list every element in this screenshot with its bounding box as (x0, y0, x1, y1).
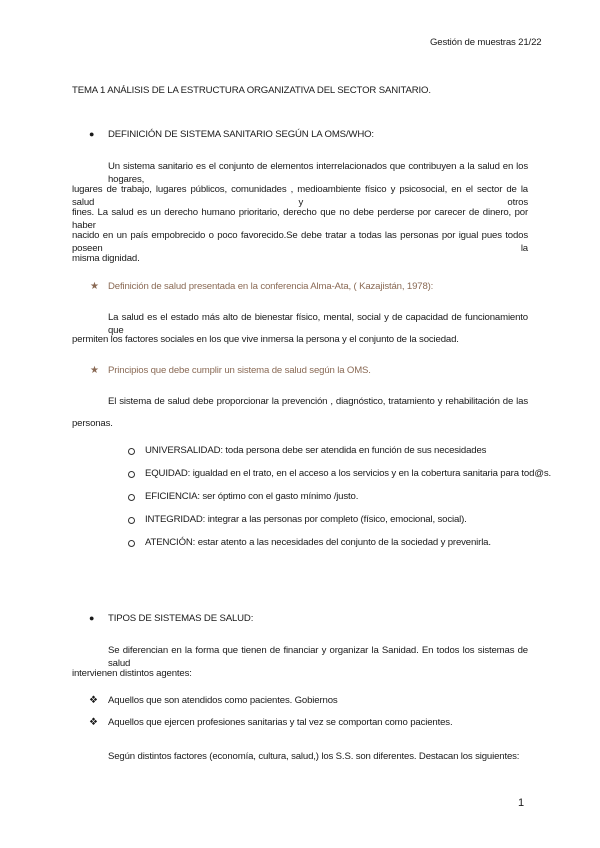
page-number: 1 (518, 797, 524, 809)
principle-item: EFICIENCIA: ser óptimo con el gasto mínimo /justo. (145, 491, 359, 502)
section1-line-2: lugares de trabajo, lugares públicos, comunidades , medioambiente físico y psicosocial, en el sector de la salud y otros (72, 184, 528, 208)
sub1-heading: Definición de salud presentada en la conferencia Alma-Ata, ( Kazajistán, 1978): (108, 281, 434, 292)
page-header: Gestión de muestras 21/22 (430, 37, 542, 48)
principle-item: EQUIDAD: igualdad en el trato, en el acceso a los servicios y en la cobertura sanitaria para tod@s. (145, 468, 552, 479)
circle-bullet-icon (128, 494, 135, 501)
circle-bullet-icon (128, 540, 135, 547)
sub2-line-2: personas. (72, 418, 113, 429)
principle-item: UNIVERSALIDAD: toda persona debe ser atendida en función de sus necesidades (145, 445, 487, 456)
section1-heading: DEFINICIÓN DE SISTEMA SANITARIO SEGÚN LA OMS/WHO: (108, 129, 374, 140)
section2-line-1: Se diferencian en la forma que tienen de financiar y organizar la Sanidad. En todos los sistemas de salud (108, 645, 528, 669)
principle-item: ATENCIÓN: estar atento a las necesidades del conjunto de la sociedad y prevenirla. (145, 537, 491, 548)
principle-item: INTEGRIDAD: integrar a las personas por completo (físico, emocional, social). (145, 514, 467, 525)
section1-line-5: misma dignidad. (72, 253, 140, 264)
sub2-heading: Principios que debe cumplir un sistema de salud según la OMS. (108, 365, 371, 376)
section1-line-1: Un sistema sanitario es el conjunto de elementos interrelacionados que contribuyen a la salud en los hogares, (108, 161, 528, 185)
sub2-line-1: El sistema de salud debe proporcionar la prevención , diagnóstico, tratamiento y rehabilitación de las (108, 396, 528, 407)
star-icon: ★ (90, 365, 99, 376)
diamond-bullet-icon: ❖ (89, 695, 98, 706)
star-icon: ★ (90, 281, 99, 292)
diamond-bullet-icon: ❖ (89, 717, 98, 728)
section1-line-3: fines. La salud es un derecho humano prioritario, derecho que no debe perderse por carecer de dinero, por haber (72, 207, 528, 231)
section2-heading: TIPOS DE SISTEMAS DE SALUD: (108, 613, 254, 624)
document-title: TEMA 1 ANÁLISIS DE LA ESTRUCTURA ORGANIZATIVA DEL SECTOR SANITARIO. (72, 85, 431, 96)
agent-item: Aquellos que son atendidos como pacientes. Gobiernos (108, 695, 338, 706)
section1-line-4: nacido en un país empobrecido o poco favorecido.Se debe tratar a todas las personas por igual pues todos poseen la (72, 230, 528, 254)
bullet-dot: ● (89, 613, 95, 623)
circle-bullet-icon (128, 448, 135, 455)
section2-closing: Según distintos factores (economía, cultura, salud,) los S.S. son diferentes. Destacan los siguientes: (108, 751, 520, 762)
circle-bullet-icon (128, 517, 135, 524)
section2-line-2: intervienen distintos agentes: (72, 668, 192, 679)
sub1-line-1: La salud es el estado más alto de bienestar físico, mental, social y de capacidad de funcionamiento que (108, 312, 528, 336)
agent-item: Aquellos que ejercen profesiones sanitarias y tal vez se comportan como pacientes. (108, 717, 453, 728)
circle-bullet-icon (128, 471, 135, 478)
bullet-dot: ● (89, 129, 95, 139)
sub1-line-2: permiten los factores sociales en los que vive inmersa la persona y el conjunto de la sociedad. (72, 334, 459, 345)
